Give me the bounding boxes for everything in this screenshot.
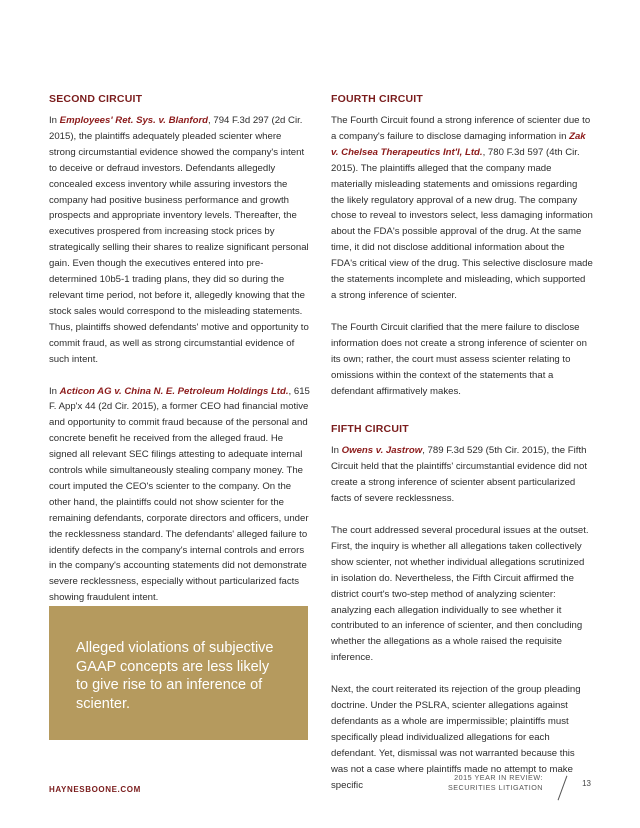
case-name-zak: Zak v. Chelsea Therapeutics Int'l, Ltd. (331, 130, 586, 158)
footer-divider-slash (558, 776, 568, 801)
paragraph-group-pleading: Next, the court reiterated its rejection of the group pleading doctrine. Under the PSLRA, scienter allegations against defendants as a whole are impermissible; plaintiffs must specifically plead individualized allegations for each defendant. Yet, dismissal was not warranted because this was not a case where plaintiffs made no attempt to make specific (331, 684, 581, 791)
paragraph-procedural-issues: The court addressed several procedural issues at the outset. First, the inquiry is whether all allegations taken collectively show scienter, not whether individual allegations scrutinized in isolation do. Nevertheless, the Fifth Circuit affirmed the district court's two-step method of analyzing scienter: analyzing each allegation individually to see whether it contributed to an inference of scienter, and then concluding whether the allegations as a whole raised the requisite inference. (331, 525, 589, 664)
pull-quote-text: Alleged violations of subjective GAAP concepts are less likely to give rise to an inference of scienter. (76, 640, 274, 712)
paragraph-blanford (49, 113, 310, 368)
paragraph-acticon (49, 384, 310, 607)
footer-page-info (431, 773, 591, 803)
heading-second-circuit: SECOND CIRCUIT (49, 93, 143, 105)
text-segment: , 615 F. App'x 44 (2d Cir. 2015), a former CEO had financial motive and opportunity to commit fraud because of the personal and concrete benefit he received from the alleged fraud. He signed all relevant SEC filings attesting to adequate internal controls while simultaneously stealing company money. The court imputed the CEO's scienter to the company. On the other hand, the plaintiffs could not show scienter for the remaining defendants, corporate directors and officers, under the recklessness standard. The defendants' alleged failure to identify defects in the company's internal controls and errors in the company's accounting statements did not demonstrate severe recklessness, especially without particularized facts showing fraudulent intent. (49, 385, 310, 604)
text-segment: In (331, 445, 342, 457)
footer-title-line1: 2015 YEAR IN REVIEW: (454, 773, 543, 782)
text-segment: , 794 F.3d 297 (2d Cir. 2015), the plaintiffs adequately pleaded scienter where strong circumstantial evidence showed the company's intent to deceive or defraud investors. Defendants allegedly concealed excess inventory while assuring investors the company had positive business performance and growth prospects and appropriate inventory levels. Thereafter, the executives prospered from increasing stock prices by strategically selling their shares to realize significant personal gain. Even though the executives entered into pre-determined 10b5-1 trading plans, they did so during the relevant time period, not before it, allegedly knowing that the stock sales would correspond to the misleading statements. Thus, plaintiffs showed defendants' motive and opportunity to commit fraud, as well as strong circumstantial evidence of such intent. (49, 115, 309, 365)
left-column (49, 93, 310, 606)
page-number: 13 (582, 779, 591, 788)
paragraph-zak (331, 113, 593, 304)
text-segment: , 780 F.3d 597 (4th Cir. 2015). The plaintiffs alleged that the company made materially misleading statements and omissions regarding the likely regulatory approval of a new drug. The company chose to reveal to investors select, less damaging information about the FDA's possible approval of the drug. At the same time, it did not disclose additional information about the FDA's critical view of the drug. This selective disclosure made the statements incomplete and misleading, which supported a strong inference of scienter. (331, 146, 593, 301)
paragraph-fourth-circuit-clarified: The Fourth Circuit clarified that the mere failure to disclose information does not create a strong inference of scienter on its own; rather, the court must assess scienter relating to omissions within the context of the statements that a defendant affirmatively makes. (331, 321, 587, 397)
pull-quote-box (49, 606, 308, 740)
footer-brand-link[interactable]: HAYNESBOONE.COM (49, 785, 141, 794)
text-segment: , 789 F.3d 529 (5th Cir. 2015), the Fifth Circuit held that the plaintiffs' circumstantial evidence did not create a strong inference of scienter absent particularized facts of severe recklessness. (331, 445, 588, 505)
text-segment: In (49, 115, 60, 126)
text-segment: In (49, 385, 60, 397)
paragraph-owens (331, 443, 593, 507)
text-segment: The Fourth Circuit found a strong inference of scienter due to a company's failure to disclose damaging information in (331, 115, 591, 142)
heading-fourth-circuit: FOURTH CIRCUIT (331, 93, 424, 105)
case-name-blanford: Employees' Ret. Sys. v. Blanford (59, 115, 209, 126)
case-name-acticon: Acticon AG v. China N. E. Petroleum Holdings Ltd. (59, 385, 289, 397)
heading-fifth-circuit: FIFTH CIRCUIT (331, 423, 409, 436)
footer-title-line2: SECURITIES LITIGATION (447, 782, 543, 792)
right-column (331, 93, 593, 794)
footer-publication-title (413, 773, 543, 792)
case-name-owens: Owens v. Jastrow (341, 445, 423, 457)
